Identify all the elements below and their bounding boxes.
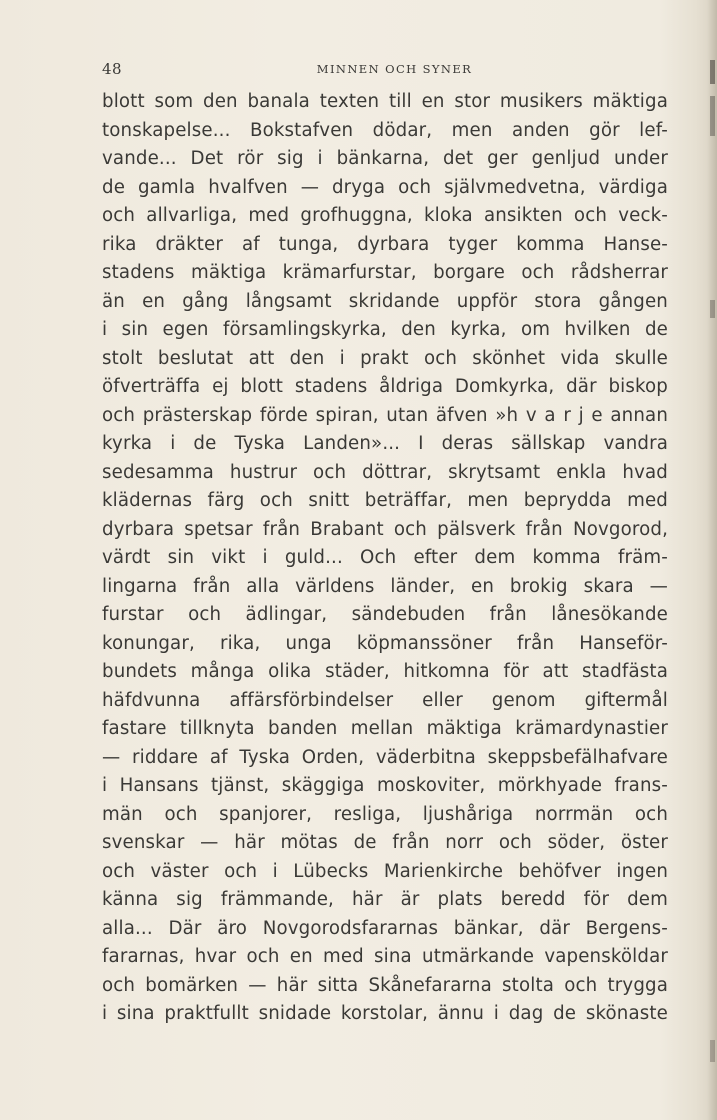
running-title: MINNEN OCH SYNER [316,62,473,76]
page-number: 48 [102,60,123,78]
text-line: öfverträffa ej blott stadens åldriga Domkyrka, där biskop [102,376,668,397]
text-line: vande... Det rör sig i bänkarna, det ger genljud under [102,148,668,169]
page-edge-shadow [707,0,717,1120]
text-line: stadens mäktiga krämarfurstar, borgare och rådsherrar [102,262,668,283]
text-line: män och spanjorer, resliga, ljushåriga norrmän och [102,803,668,825]
text-line: och väster och i Lübecks Marienkirche behöfver ingen [102,860,668,882]
text-line: svenskar — här mötas de från norr och söder, öster [102,832,668,853]
page-edge-mark [710,1040,715,1062]
body-text [102,88,668,1029]
text-line: fastare tillknyta banden mellan mäktiga krämardynastier [102,718,668,739]
text-line: sedesamma hustrur och döttrar, skrytsamt enkla hvad [102,461,668,483]
text-line: fararnas, hvar och en med sina utmärkande vapensköldar [102,946,668,967]
text-line: och prästerskap förde spiran, utan äfven »h v a r j e annan [102,404,668,426]
text-line: kyrka i de Tyska Landen»... I deras sällskap vandra [102,433,668,454]
text-line: i sin egen församlingskyrka, den kyrka, om hvilken de [102,319,668,340]
text-line: häfdvunna affärsförbindelser eller genom giftermål [102,689,668,711]
page-edge-mark [710,60,715,84]
text-line: lingarna från alla världens länder, en brokig skara — [102,575,668,597]
text-line: och allvarliga, med grofhuggna, kloka ansikten och veck- [102,205,668,226]
text-line: rika dräkter af tunga, dyrbara tyger komma Hanse- [102,233,668,255]
text-line: de gamla hvalfven — dryga och självmedvetna, värdiga [102,176,668,198]
page-header [102,60,667,84]
text-line: blott som den banala texten till en stor musikers mäktiga [102,91,668,112]
text-line: tonskapelse... Bokstafven dödar, men anden gör lef- [102,119,668,141]
text-line: än en gång långsamt skridande uppför stora gången [102,290,668,312]
page-edge-mark [710,300,715,318]
text-line: furstar och ädlingar, sändebuden från lånesökande [102,604,668,625]
text-line: klädernas färg och snitt beträffar, men beprydda med [102,490,668,511]
text-line: alla... Där äro Novgorodsfararnas bänkar, där Bergens- [102,917,668,939]
text-line: stolt beslutat att den i prakt och skönhet vida skulle [102,347,668,369]
text-line: bundets många olika städer, hitkomna för att stadfästa [102,661,668,682]
text-line: värdt sin vikt i guld... Och efter dem komma främ- [102,547,668,568]
text-line: — riddare af Tyska Orden, väderbitna skeppsbefälhafvare [102,746,668,768]
page-edge-mark [710,96,715,136]
text-line: och bomärken — här sitta Skånefararna stolta och trygga [102,974,668,996]
text-line: konungar, rika, unga köpmanssöner från Hanseför- [102,632,668,654]
text-line: i Hansans tjänst, skäggiga moskoviter, mörkhyade frans- [102,775,668,796]
text-line: dyrbara spetsar från Brabant och pälsverk från Novgorod, [102,518,668,540]
text-line: känna sig främmande, här är plats beredd för dem [102,889,668,910]
text-line: i sina praktfullt snidade korstolar, ännu i dag de skönaste [102,1003,668,1024]
